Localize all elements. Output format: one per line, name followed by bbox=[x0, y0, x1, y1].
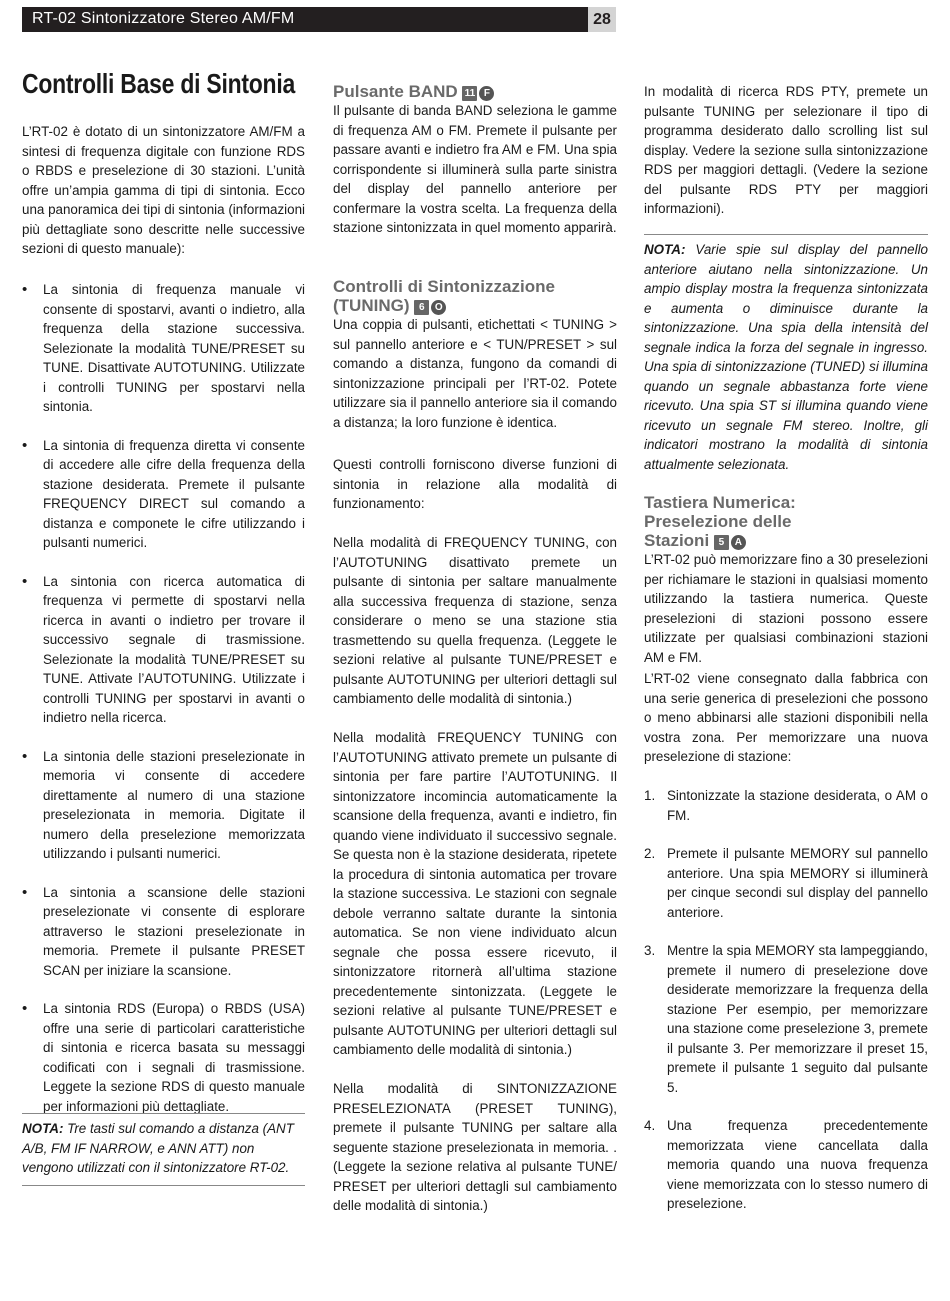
band-badge-letter: F bbox=[479, 86, 494, 101]
keypad-paragraph-2: L’RT-02 viene consegnato dalla fabbrica con una serie generica di preselezioni che possono o meno abbinarsi alle stazioni disponibili nella vostra zona. Per memorizzare una nuova preselezione di stazione: bbox=[644, 671, 928, 764]
keypad-badge-number: 5 bbox=[714, 535, 729, 550]
note-text: Varie spie sul display del pannello anteriore aiutano nella sintonizzazione. Un ampio display mostra la frequenza sintonizzata e aumenta o diminuisce durante la sintonizzazione. Una spia della intensità del segnale indica la forza del segnale in ingresso. Una spia di sintonizzazione (TUNED) si illumina quando un segnale abbastanza forte viene ricevuto. Una spia ST si illumina quando viene ricevuto un segnale FM stereo. Inoltre, gli indicatori mostrano la modalità di sintonia attualmente selezionata. bbox=[644, 242, 928, 472]
list-item: • La sintonia delle stazioni preselezionate in memoria vi consente di accedere direttamente al numero di una stazione preselezionata in memoria. Digitate il numero della preselezione memorizzata utilizzando i pulsanti numerici. bbox=[22, 747, 305, 864]
tuning-paragraph-5: Nella modalità di SINTONIZZAZIONE PRESELEZIONATA (PRESET TUNING), premete il pulsante TUNING per saltare alla seguente stazione preselezionata in memoria. . (Leggete la sezione relativa al pulsante TUNE/ PRESET per ulteriori dettagli sul cambiamento delle modalità di sintonia.) bbox=[333, 1081, 617, 1213]
tuning-badge-letter: O bbox=[431, 300, 446, 315]
keypad-title-line-3: Stazioni bbox=[644, 531, 710, 550]
list-item bbox=[644, 1116, 928, 1214]
keypad-badge-letter: A bbox=[731, 535, 746, 550]
list-item bbox=[644, 941, 928, 1097]
tuning-paragraph-3-wrap bbox=[333, 533, 617, 709]
note-box-2 bbox=[644, 234, 928, 474]
note-label: NOTA: bbox=[644, 242, 686, 257]
intro-paragraph: L’RT-02 è dotato di un sintonizzatore AM/FM a sintesi di frequenza digitale con funzione RDS o RBDS e preselezione di 30 stazioni. L’unità offre un’ampia gamma di tipi di sintonia. Ecco una panoramica dei tipi di sintonia (informazioni più dettagliate sono descritte nelle successive sezioni di questo manuale): bbox=[22, 124, 305, 256]
step-number: 1. bbox=[644, 788, 656, 803]
list-item bbox=[644, 844, 928, 922]
tuning-badge-number: 6 bbox=[414, 300, 429, 315]
preset-steps-list bbox=[644, 786, 928, 1214]
note-label: NOTA: bbox=[22, 1121, 64, 1136]
step-text: Sintonizzate la stazione desiderata, o AM o FM. bbox=[667, 788, 928, 823]
step-number: 2. bbox=[644, 846, 656, 861]
page-number-box bbox=[588, 7, 616, 32]
header-title: RT-02 Sintonizzatore Stereo AM/FM bbox=[32, 10, 295, 27]
band-section-title bbox=[333, 82, 617, 101]
band-badge-number: 11 bbox=[462, 86, 477, 101]
list-item: • La sintonia a scansione delle stazioni preselezionate vi consente di esplorare attraverso le stazioni preselezionate in memoria. Premete il pulsante PRESET SCAN per iniziare la scansione. bbox=[22, 883, 305, 981]
band-paragraph: Il pulsante di banda BAND seleziona le gamme di frequenza AM o FM. Premete il pulsante per passare avanti e indietro fra AM e FM. Una spia corrispondente si illuminerà sulla parte sinistra del display del pannello anteriore per confermare la vostra scelta. La frequenza della stazione sintonizzata in quel momento apparirà. bbox=[333, 103, 617, 235]
band-title: Pulsante BAND bbox=[333, 82, 458, 101]
tuning-types-list bbox=[22, 280, 305, 1116]
tuning-title-line-2: (TUNING) bbox=[333, 296, 410, 315]
keypad-section-title bbox=[644, 493, 928, 550]
note-box-1 bbox=[22, 1113, 305, 1186]
page-number: 28 bbox=[593, 11, 611, 28]
note-text: Tre tasti sul comando a distanza (ANT A/B, FM IF NARROW, e ANN ATT) non vengono utilizzati con il sintonizzatore RT-02. bbox=[22, 1121, 294, 1175]
tuning-paragraph-2: Questi controlli forniscono diverse funzioni di sintonia in relazione alla modalità di funzionamento: bbox=[333, 457, 617, 511]
list-item: • La sintonia RDS (Europa) o RBDS (USA) offre una serie di particolari caratteristiche di sintonia e ricerca basata su messaggi codificati con i segnali di trasmissione. Leggete la sezione RDS di questo manuale per informazioni più dettagliate. bbox=[22, 999, 305, 1116]
column-1 bbox=[22, 122, 305, 259]
keypad-section bbox=[644, 493, 928, 667]
note-paragraph bbox=[644, 240, 928, 474]
keypad-paragraph-1: L’RT-02 può memorizzare fino a 30 preselezioni per richiamare le stazioni in qualsiasi momento utilizzando la tastiera numerica. Queste preselezioni di stazioni possono essere utilizzate per qualsiasi combinazioni stazioni AM e FM. bbox=[644, 552, 928, 665]
step-number: 3. bbox=[644, 943, 656, 958]
tuning-section-title bbox=[333, 277, 617, 315]
tuning-paragraph-5-wrap bbox=[333, 1079, 617, 1216]
keypad-title-line-2: Preselezione delle bbox=[644, 512, 792, 531]
header-bar bbox=[22, 7, 588, 32]
step-text: Una frequenza precedentemente memorizzata viene cancellata dalla memoria quando una nuova frequenza viene memorizzata con lo stesso numero di preselezione. bbox=[667, 1118, 928, 1211]
tuning-paragraph-4: Nella modalità FREQUENCY TUNING con l’AUTOTUNING attivato premete un pulsante di sintonia per fare partire l’AUTOTUNING. Il sintonizzatore incomincia automaticamente la scansione della frequenza, avanti e indietro, fin quando viene individuato il successivo segnale. Se questa non è la stazione desiderata, ripetete la procedura di sintonia automatica per trovare la stazione successiva. Le stazioni con segnale debole verranno saltate durante la sintonia automatica. Se non viene individuato alcun segnale che possa essere ricevuto, il sintonizzatore ritornerà all’ultima stazione precedentemente sintonizzata. (Leggete le sezioni relative al pulsante TUNE/PRESET e pulsante AUTOTUNING per ulteriori dettagli sul cambiamento delle modalità di sintonia.) bbox=[333, 730, 617, 1057]
keypad-paragraph-2-wrap bbox=[644, 669, 928, 767]
note-paragraph bbox=[22, 1119, 305, 1178]
main-title: Controlli Base di Sintonia bbox=[22, 68, 295, 99]
tuning-paragraph-4-wrap bbox=[333, 728, 617, 1060]
list-item: • La sintonia con ricerca automatica di frequenza vi permette di spostarvi nella ricerca in avanti o indietro per trovare il successivo segnale di trasmissione. Selezionate la modalità TUNE/PRESET su TUNE. Attivate l’AUTOTUNING. Utilizzate i controlli TUNING per spostarvi in avanti o indietro nella ricerca. bbox=[22, 572, 305, 728]
list-item: • La sintonia di frequenza manuale vi consente di spostarvi, avanti o indietro, alla frequenza della stazione successiva. Selezionate la modalità TUNE/PRESET su TUNE. Disattivate AUTOTUNING. Utilizzate i controlli TUNING per spostarvi nella sintonia. bbox=[22, 280, 305, 417]
tuning-paragraph-2-wrap bbox=[333, 455, 617, 514]
step-number: 4. bbox=[644, 1118, 656, 1133]
step-text: Mentre la spia MEMORY sta lampeggiando, premete il numero di preselezione dove desiderate memorizzare la frequenza della stazione Per esempio, per memorizzare una stazione come preselezione 3, premete il pulsante 3. Per memorizzare il preset 15, premete il pulsante 1 seguito dal pulsante 5. bbox=[667, 943, 928, 1095]
pty-paragraph: In modalità di ricerca RDS PTY, premete un pulsante TUNING per selezionare il tipo di programma desiderato dallo scrolling list sul display. Vedere la sezione sulla sintonizzazione RDS per maggiori dettagli. (Vedere la sezione del pulsante RDS PTY per maggiori informazioni). bbox=[644, 84, 928, 216]
tuning-title-line-1: Controlli di Sintonizzazione bbox=[333, 277, 555, 296]
tuning-section bbox=[333, 277, 617, 432]
column-3 bbox=[644, 82, 928, 219]
tuning-paragraph-3: Nella modalità di FREQUENCY TUNING, con l’AUTOTUNING disattivato premete un pulsante di sintonia per saltare manualmente alla successiva frequenza di stazione, senza considerare o meno se una stazione stia trasmettendo su quella frequenza. (Leggete le sezioni relative al pulsante TUNE/PRESET e pulsante AUTOTUNING per ulteriori dettagli sul cambiamento delle modalità di sintonia.) bbox=[333, 535, 617, 706]
list-item: • La sintonia di frequenza diretta vi consente di accedere alle cifre della frequenza della stazione desiderata. Premete il pulsante FREQUENCY DIRECT sul comando a distanza e componete le cifre utilizzando i pulsanti numerici. bbox=[22, 436, 305, 553]
list-item bbox=[644, 786, 928, 825]
tuning-paragraph-1: Una coppia di pulsanti, etichettati < TUNING > sul pannello anteriore e < TUN/PRESET > sul comando a distanza, fungono da comandi di sintonizzazione principali per l’RT-02. Potete utilizzare sia il pannello anteriore sia il comando a distanza; la loro funzione è identica. bbox=[333, 317, 617, 430]
keypad-title-line-1: Tastiera Numerica: bbox=[644, 493, 796, 512]
step-text: Premete il pulsante MEMORY sul pannello anteriore. Una spia MEMORY si illuminerà per cinque secondi sul display del pannello anteriore. bbox=[667, 846, 928, 920]
column-2 bbox=[333, 82, 617, 238]
